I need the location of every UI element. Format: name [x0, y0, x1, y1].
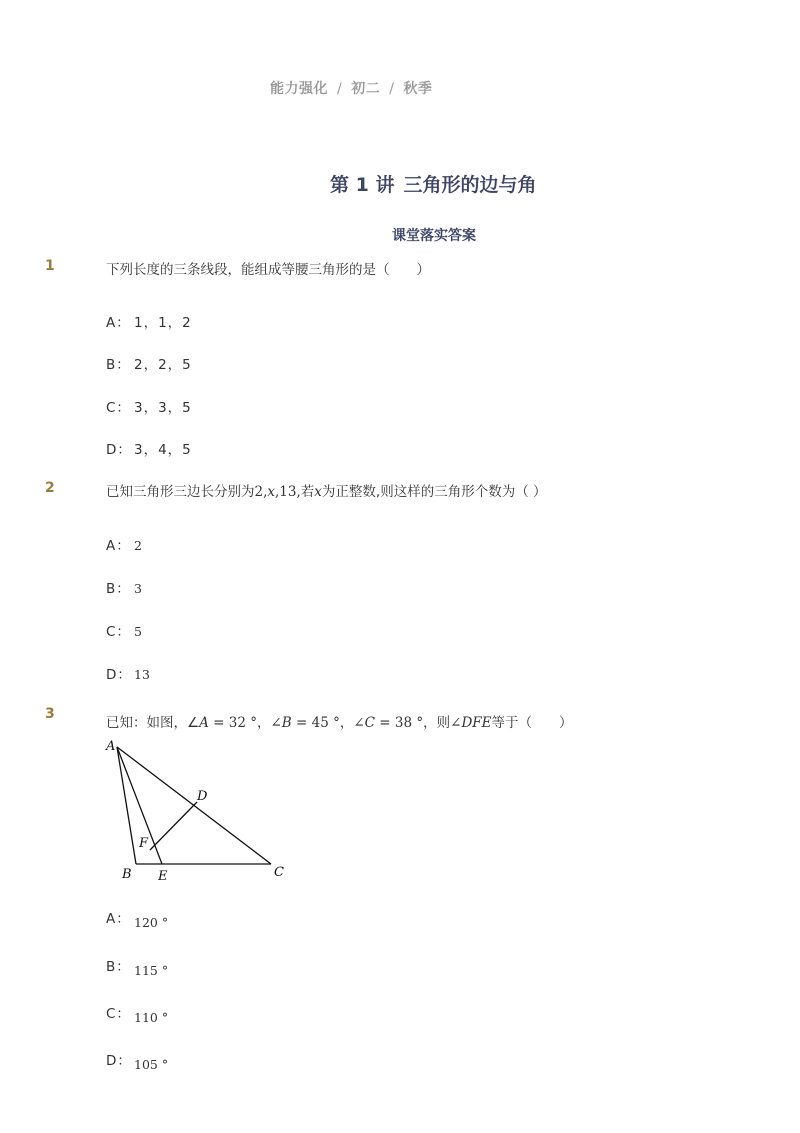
question-number: 3 — [45, 706, 55, 722]
option-label: D： — [106, 1053, 132, 1069]
breadcrumb-course: 能力强化 — [270, 81, 328, 97]
option-value: 2，2，5 — [134, 357, 192, 373]
question-number: 2 — [45, 480, 55, 496]
option-d[interactable] — [106, 1049, 169, 1072]
vertex-label-c: C — [274, 865, 284, 880]
option-value: 5 — [134, 624, 142, 639]
stem-math: x — [314, 484, 322, 500]
stem-math: DFE — [461, 715, 492, 731]
option-value: 3，4，5 — [134, 442, 192, 458]
option-c[interactable] — [106, 620, 142, 640]
lesson-number: 第 1 讲 — [330, 174, 395, 196]
page-title — [330, 170, 536, 197]
option-value: 105 ° — [134, 1057, 169, 1072]
stem-text: 等于（ ） — [491, 715, 573, 731]
stem-text: = 32 °，∠ — [208, 715, 282, 731]
option-value: 1，1，2 — [134, 315, 192, 331]
option-label: B： — [106, 959, 131, 975]
option-label: A： — [106, 538, 131, 554]
option-label: C： — [106, 624, 131, 640]
vertex-label-f: F — [139, 836, 149, 851]
question-stem — [106, 480, 547, 500]
stem-math: C — [364, 715, 375, 731]
option-d[interactable] — [106, 438, 192, 458]
breadcrumb-grade: 初二 — [351, 81, 381, 97]
question-stem: 下列长度的三条线段，能组成等腰三角形的是（ ） — [106, 262, 430, 278]
option-label: D： — [106, 442, 132, 458]
breadcrumb — [270, 78, 432, 98]
option-label: B： — [106, 581, 131, 597]
stem-text: = 45 °，∠ — [291, 715, 365, 731]
option-a[interactable] — [106, 907, 169, 930]
breadcrumb-separator: / — [389, 81, 395, 97]
stem-text: 已知三角形三边长分别为 — [106, 484, 255, 500]
vertex-label-e: E — [158, 869, 168, 884]
triangle-figure — [100, 735, 300, 885]
option-b[interactable] — [106, 577, 142, 597]
option-label: A： — [106, 315, 131, 331]
option-value: 3 — [134, 581, 142, 596]
option-label: B： — [106, 357, 131, 373]
stem-text: 已知：如图，∠ — [106, 715, 200, 731]
stem-math: 2, — [254, 484, 268, 500]
option-value: 110 ° — [134, 1010, 169, 1025]
lesson-title-text: 三角形的边与角 — [403, 174, 537, 196]
stem-math: B — [281, 715, 292, 731]
option-value: 115 ° — [134, 963, 169, 978]
option-a[interactable] — [106, 534, 142, 554]
option-c[interactable] — [106, 1002, 169, 1025]
segment-df — [150, 802, 197, 850]
stem-math: ,13, — [275, 484, 301, 500]
question-stem — [106, 711, 572, 731]
option-value: 120 ° — [134, 915, 169, 930]
question-number: 1 — [45, 258, 55, 274]
option-label: C： — [106, 1006, 131, 1022]
option-value: 2 — [134, 538, 142, 553]
option-value: 3，3，5 — [134, 400, 192, 416]
option-b[interactable] — [106, 955, 169, 978]
stem-text: 若 — [300, 484, 315, 500]
option-label: A： — [106, 911, 131, 927]
vertex-label-d: D — [197, 789, 208, 804]
option-value: 13 — [134, 667, 150, 682]
stem-text: = 38 °，则∠ — [375, 715, 462, 731]
stem-math: A — [199, 715, 209, 731]
breadcrumb-separator: / — [337, 81, 343, 97]
breadcrumb-term: 秋季 — [403, 81, 433, 97]
vertex-label-b: B — [122, 867, 132, 882]
option-a[interactable] — [106, 311, 192, 331]
option-label: D： — [106, 667, 132, 683]
option-b[interactable] — [106, 353, 192, 373]
option-d[interactable] — [106, 663, 150, 683]
section-title: 课堂落实答案 — [392, 228, 476, 244]
option-label: C： — [106, 400, 131, 416]
option-c[interactable] — [106, 396, 192, 416]
vertex-label-a: A — [106, 739, 116, 754]
segment-ab — [117, 747, 136, 864]
stem-math: x — [267, 484, 276, 500]
stem-text: 为正整数,则这样的三角形个数为（ ） — [321, 484, 547, 500]
